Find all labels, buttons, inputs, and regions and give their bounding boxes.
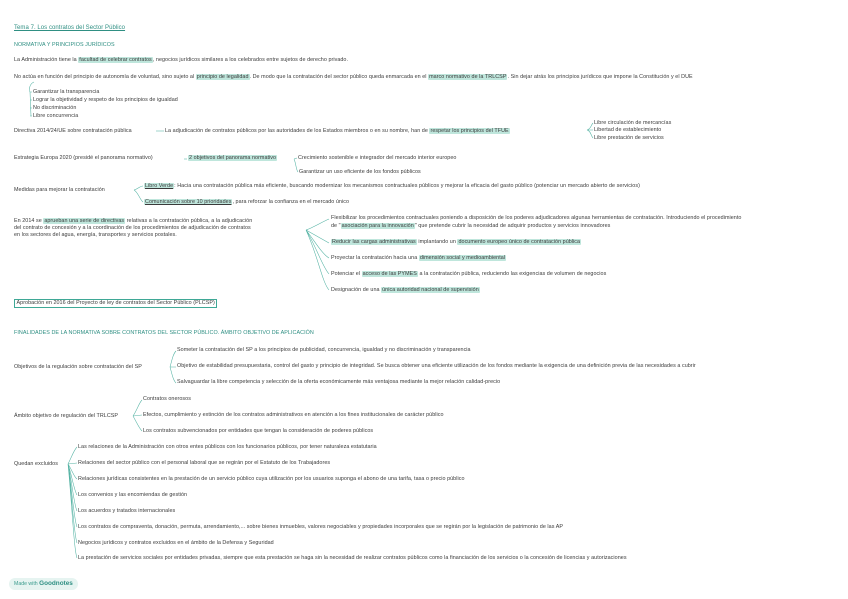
plcsp-box: Aprobación en 2016 del Proyecto de ley de contratos del Sector Público (PLCSP) (14, 299, 217, 308)
ambito-label: Ámbito objetivo de regulación del TRLCSP (14, 413, 119, 419)
highlight: Reducir las cargas administrativas (332, 239, 416, 245)
list-item: Lograr la objetividad y respeto de los principios de igualdad (33, 97, 178, 103)
list-item: Crecimiento sostenible e integrador del mercado interior europeo (298, 155, 457, 161)
list-item: Las relaciones de la Administración con otros entes públicos con los funcionarios públicos, por tener naturaleza estatutaria (78, 444, 377, 450)
list-item: Los convenios y las encomiendas de gestión (78, 492, 188, 498)
list-item: Garantizar un uso eficiente de los fondos públicos (299, 169, 421, 175)
list-item: La prestación de servicios sociales por entidades privadas, siempre que esta prestación se haga sin la necesidad de realizar contratos públicos como la financiación de los servicios o la concesión de licencias y autorizaciones (78, 555, 627, 561)
list-item: Libre concurrencia (33, 113, 79, 119)
list-item: Relaciones del sector público con el personal laboral que se regirán por el Estatuto de los Trabajadores (78, 460, 331, 466)
list-item: Proyectar la contratación hacia una dimensión social y medioambiental (331, 255, 506, 261)
list-item: Efectos, cumplimiento y extinción de los contratos administrativos en atención a los fines institucionales de carácter público (143, 412, 444, 418)
highlight: respetar los principios del TFUE (430, 128, 509, 134)
list-item: Flexibilizar los procedimientos contractuales poniendo a disposición de los poderes adjudicadores algunas herramientas de contratación. Introduciendo el procedimiento (331, 215, 742, 221)
list-item: Garantizar la transparencia (33, 89, 100, 95)
list-item: Contratos onerosos (143, 396, 191, 402)
highlight: documento europeo único de contratación pública (458, 239, 581, 245)
highlight: acceso de las PYMES (362, 271, 417, 277)
list-item: Someter la contratación del SP a los principios de publicidad, concurrencia, igualdad y no discriminación y transparencia (177, 347, 471, 353)
section-heading-normativa: NORMATIVA Y PRINCIPIOS JURÍDICOS (14, 42, 115, 48)
highlight: marco normativo de la TRLCSP (429, 74, 507, 80)
list-item: Comunicación sobre 10 prioridades, para reforzar la confianza en el mercado único (145, 199, 350, 205)
excluidos-label: Quedan excluidos (14, 461, 58, 467)
list-item: Objetivo de estabilidad presupuestaria, control del gasto y principio de integridad. Se busca obtener una eficiente utilización de los fondos mediante la exigencia de una definición previa de las necesidades a cubrir (177, 363, 696, 369)
list-item: Los contratos subvencionados por entidades que tengan la consideración de poderes públicos (143, 428, 374, 434)
list-item: Libre prestación de servicios (594, 135, 664, 141)
highlight: principio de legalidad (196, 74, 249, 80)
made-with-badge: Made with Goodnotes (9, 578, 78, 590)
principle-text: No actúa en función del principio de autonomía de voluntad, sino sujeto al principio de legalidad. De modo que la contratación del sector público queda enmarcada en el marco normativo de la TRLCSP. Sin dejar atrás los principios jurídicos que impone la Constitución y el DUE (14, 74, 693, 80)
highlight: asociación para la innovación (341, 223, 414, 229)
highlight: aprueban una serie de directivas (44, 218, 125, 224)
highlight: dimensión social y medioambiental (419, 255, 506, 261)
list-item: Designación de una única autoridad nacional de supervisión (331, 287, 479, 293)
highlight: 2 objetivos del panorama normativo (189, 155, 277, 161)
list-item: Los acuerdos y tratados internacionales (78, 508, 176, 514)
list-item: Reducir las cargas administrativas implantando un documento europeo único de contratación pública (332, 239, 581, 245)
highlight: única autoridad nacional de supervisión (382, 287, 479, 293)
directive-text: La adjudicación de contratos públicos por las autoridades de los Estados miembros o en su nombre, han de respetar los principios del TFUE (165, 128, 509, 134)
directivas-2014-text: En 2014 se aprueban una serie de directivas relativas a la contratación pública, a la adjudicación (14, 218, 253, 224)
list-item: de "asociación para la innovación" que pretende cubrir la necesidad de adquirir productos y servicios innovadores (331, 223, 611, 229)
highlight: Libro Verde (145, 183, 174, 189)
directivas-2014-text: del contrato de concesión y a la coordinación de los procedimientos de adjudicación de contratos (14, 225, 251, 231)
objetivos-label: Objetivos de la regulación sobre contratación del SP (14, 364, 142, 370)
intro-text: La Administración tiene la facultad de celebrar contratos, negocios jurídicos similares a los celebrados entre sujetos de derecho privado. (14, 57, 349, 63)
list-item: Salvaguardar la libre competencia y selección de la oferta económicamente más ventajosa mediante la mejor relación calidad-precio (177, 379, 501, 385)
directive-label: Directiva 2014/24/UE sobre contratación pública (14, 128, 132, 134)
highlight: Comunicación sobre 10 prioridades (145, 199, 232, 205)
list-item: Libertad de establecimiento (594, 127, 662, 133)
list-item: Relaciones jurídicas consistentes en la prestación de un servicio público cuya utilización por los usuarios suponga el abono de una tarifa, tasa o precio público (78, 476, 465, 482)
list-item: No discriminación (33, 105, 77, 111)
list-item: Libro Verde: Hacia una contratación pública más eficiente, buscando modernizar los mecanismos contractuales públicos y mejorar la eficacia del gasto público (potenciar un mercado abierto de servicios) (145, 183, 640, 189)
medidas-label: Medidas para mejorar la contratación (14, 187, 105, 193)
directivas-2014-text: en los sectores del agua, energía, transportes y servicios postales. (14, 232, 177, 238)
europa2020-objectives (188, 155, 277, 162)
europa2020-label: Estrategia Europa 2020 (presidé el panorama normativo) (14, 155, 153, 161)
section-heading-finalidades: FINALIDADES DE LA NORMATIVA SOBRE CONTRATOS DEL SECTOR PÚBLICO. ÁMBITO OBJETIVO DE APLICACIÓN (14, 330, 314, 336)
page-title: Tema 7. Los contratos del Sector Público (14, 25, 126, 31)
list-item: Potenciar el acceso de las PYMES a la contratación pública, reduciendo las exigencias de volumen de negocios (331, 271, 607, 277)
highlight: facultad de celebrar contratos (79, 57, 152, 63)
list-item: Los contratos de compraventa, donación, permuta, arrendamiento,... sobre bienes inmuebles, valores negociables y propiedades incorporales que se regirán por la legislación de patrimonio de las AP (78, 524, 564, 530)
list-item: Libre circulación de mercancías (594, 120, 672, 126)
list-item: Negocios jurídicos y contratos excluidos en el ámbito de la Defensa y Seguridad (78, 540, 274, 546)
